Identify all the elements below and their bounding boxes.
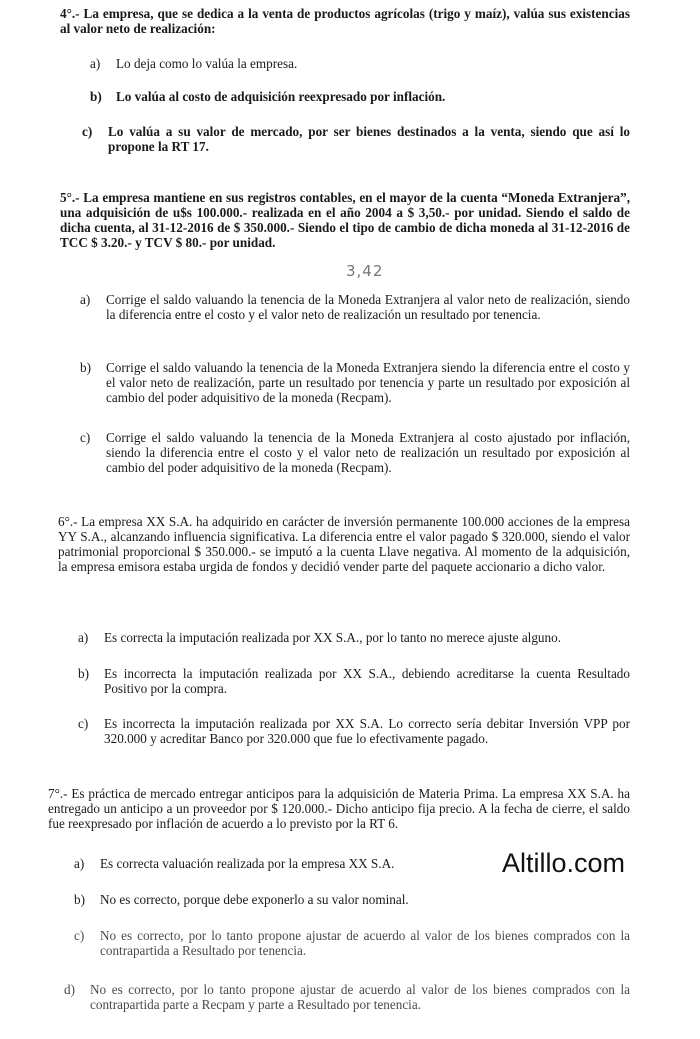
- question-5-stem: 5°.- La empresa mantiene en sus registros contables, en el mayor de la cuenta “Moneda Extranjera”, una adquisición de u$s 100.000.- realizada en el año 2004 a $ 3,50.- por unidad. Siendo el saldo de dicha cuenta, al 31-12-2016 de $ 350.000.- Siendo el tipo de cambio de dicha moneda al 31-12-2016 de TCC $ 3.20.- y TCV $ 80.- por unidad.: [60, 190, 630, 250]
- question-5-option-c: c) Corrige el saldo valuando la tenencia de la Moneda Extranjera al costo ajustado por inflación, siendo la diferencia entre el costo y el valor neto de realización un resultado por exposición al cambio del poder adquisitivo de la moneda (Recpam).: [80, 430, 630, 475]
- question-4-option-c: c) Lo valúa a su valor de mercado, por ser bienes destinados a la venta, siendo que así lo propone la RT 17.: [82, 124, 630, 154]
- question-4-stem: 4°.- La empresa, que se dedica a la venta de productos agrícolas (trigo y maíz), valúa sus existencias al valor neto de realización:: [60, 6, 630, 36]
- question-6-stem: 6°.- La empresa XX S.A. ha adquirido en carácter de inversión permanente 100.000 acciones de la empresa YY S.A., alcanzando influencia significativa. La diferencia entre el valor pagado $ 320.000, siendo el valor patrimonial proporcional $ 350.000.- se imputó a la cuenta Llave negativa. Al momento de la adquisición, la empresa emisora estaba urgida de fondos y decidió vender parte del paquete accionario a dicho valor.: [58, 514, 630, 574]
- question-6-option-c: c) Es incorrecta la imputación realizada por XX S.A. Lo correcto sería debitar Inversión VPP por 320.000 y acreditar Banco por 320.000 que fue lo efectivamente pagado.: [78, 716, 630, 746]
- watermark-text: Altillo.com: [502, 848, 626, 878]
- question-7-option-c: c) No es correcto, por lo tanto propone ajustar de acuerdo al valor de los bienes comprados con la contrapartida a Resultado por tenencia.: [74, 928, 630, 958]
- question-7-option-a: a) Es correcta valuación realizada por la empresa XX S.A.: [74, 856, 395, 871]
- question-7-option-d: d) No es correcto, por lo tanto propone ajustar de acuerdo al valor de los bienes comprados con la contrapartida parte a Recpam y parte a Resultado por tenencia.: [64, 982, 630, 1012]
- question-7-option-b: b) No es correcto, porque debe exponerlo a su valor nominal.: [74, 892, 409, 907]
- question-5-option-b: b) Corrige el saldo valuando la tenencia de la Moneda Extranjera siendo la diferencia entre el costo y el valor neto de realización, parte un resultado por tenencia y parte un resultado por exposición al cambio del poder adquisitivo de la moneda (Recpam).: [80, 360, 630, 405]
- question-5-option-a: a) Corrige el saldo valuando la tenencia de la Moneda Extranjera al valor neto de realización, siendo la diferencia entre el costo y el valor neto de realización un resultado por tenencia.: [80, 292, 630, 322]
- question-6-option-b: b) Es incorrecta la imputación realizada por XX S.A., debiendo acreditarse la cuenta Resultado Positivo por la compra.: [78, 666, 630, 696]
- question-6-option-a: a) Es correcta la imputación realizada por XX S.A., por lo tanto no merece ajuste alguno.: [78, 630, 562, 645]
- handwritten-note: 3,42: [346, 262, 384, 280]
- question-7-stem: 7°.- Es práctica de mercado entregar anticipos para la adquisición de Materia Prima. La empresa XX S.A. ha entregado un anticipo a un proveedor por $ 120.000.- Dicho anticipo fija precio. A la fecha de cierre, el saldo fue reexpresado por inflación de acuerdo a lo previsto por la RT 6.: [48, 786, 630, 831]
- question-4-option-b: b) Lo valúa al costo de adquisición reexpresado por inflación.: [90, 89, 446, 104]
- question-4-option-a: a) Lo deja como lo valúa la empresa.: [90, 56, 298, 71]
